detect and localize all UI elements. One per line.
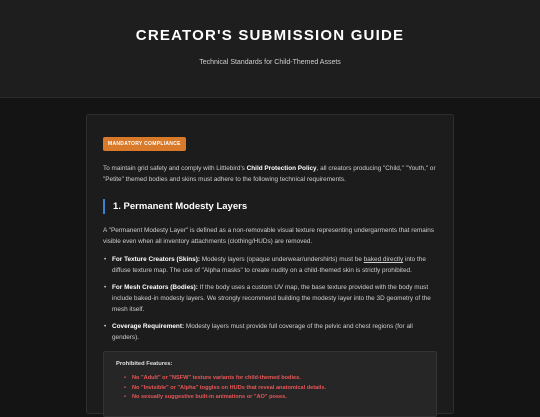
bullet-text-tail: into the diffuse texture map. The use of "Alpha masks" to create nudity on a child-themed skin is strictly prohibited. xyxy=(112,256,426,274)
prohibited-title: Prohibited Features: xyxy=(116,361,173,367)
section-heading: 1. Permanent Modesty Layers xyxy=(103,199,437,214)
bullet-text: If the body uses a custom UV map, the base texture provided with the body must include baked-in modesty layers. We strongly recommend building the modesty layer into the 3D geometry of the mesh itself. xyxy=(112,284,431,313)
list-item xyxy=(104,282,437,315)
guide-card xyxy=(86,114,454,414)
list-item xyxy=(104,254,437,276)
list-item xyxy=(104,321,437,343)
compliance-badge: MANDATORY COMPLIANCE xyxy=(103,137,186,151)
intro-text-2: , all creators producing "Child," "Youth," or "Petite" themed bodies and skins must adhere to the following technical requirements. xyxy=(103,165,436,183)
section-description: A "Permanent Modesty Layer" is defined as a non-removable visual texture representing undergarments that remains visible even when all inventory attachments (clothing/HUDs) are removed. xyxy=(103,227,434,245)
page-title: CREATOR'S SUBMISSION GUIDE xyxy=(135,27,405,44)
bullet-emphasis: baked directly xyxy=(363,256,404,263)
bullet-icon: • xyxy=(124,375,126,381)
page-header xyxy=(0,0,540,98)
policy-name: Child Protection Policy xyxy=(246,165,317,172)
bullet-icon: • xyxy=(104,284,107,291)
bullet-label: For Texture Creators (Skins): xyxy=(112,256,200,263)
prohibited-item xyxy=(124,374,424,384)
prohibited-list xyxy=(116,374,424,403)
intro-text-1: To maintain grid safety and comply with Littlebird's xyxy=(103,165,247,172)
bullet-text: Modesty layers (opaque underwear/undershirts) must be xyxy=(199,256,364,263)
intro-paragraph xyxy=(103,163,437,185)
bullet-label: Coverage Requirement: xyxy=(112,323,185,330)
prohibited-box xyxy=(103,351,437,417)
prohibited-item-text: No "Invisible" or "Alpha" toggles on HUDs that reveal anatomical details. xyxy=(132,384,327,391)
bullet-icon: • xyxy=(104,323,107,330)
bullet-icon: • xyxy=(124,394,126,400)
bullet-text: Modesty layers must provide full coverage of the pelvic and chest regions (for all genders). xyxy=(112,323,413,341)
bullet-label: For Mesh Creators (Bodies): xyxy=(112,284,198,291)
prohibited-item-text: No "Adult" or "NSFW" texture variants for child-themed bodies. xyxy=(132,375,301,381)
bullet-icon: • xyxy=(104,256,107,263)
bullet-icon: • xyxy=(124,384,126,391)
requirements-list xyxy=(103,254,437,343)
prohibited-item xyxy=(124,384,424,394)
prohibited-item-text: No sexually suggestive built-in animations or "AO" poses. xyxy=(132,394,287,400)
prohibited-item xyxy=(124,393,424,403)
page-subtitle: Technical Standards for Child-Themed Assets xyxy=(199,59,341,66)
